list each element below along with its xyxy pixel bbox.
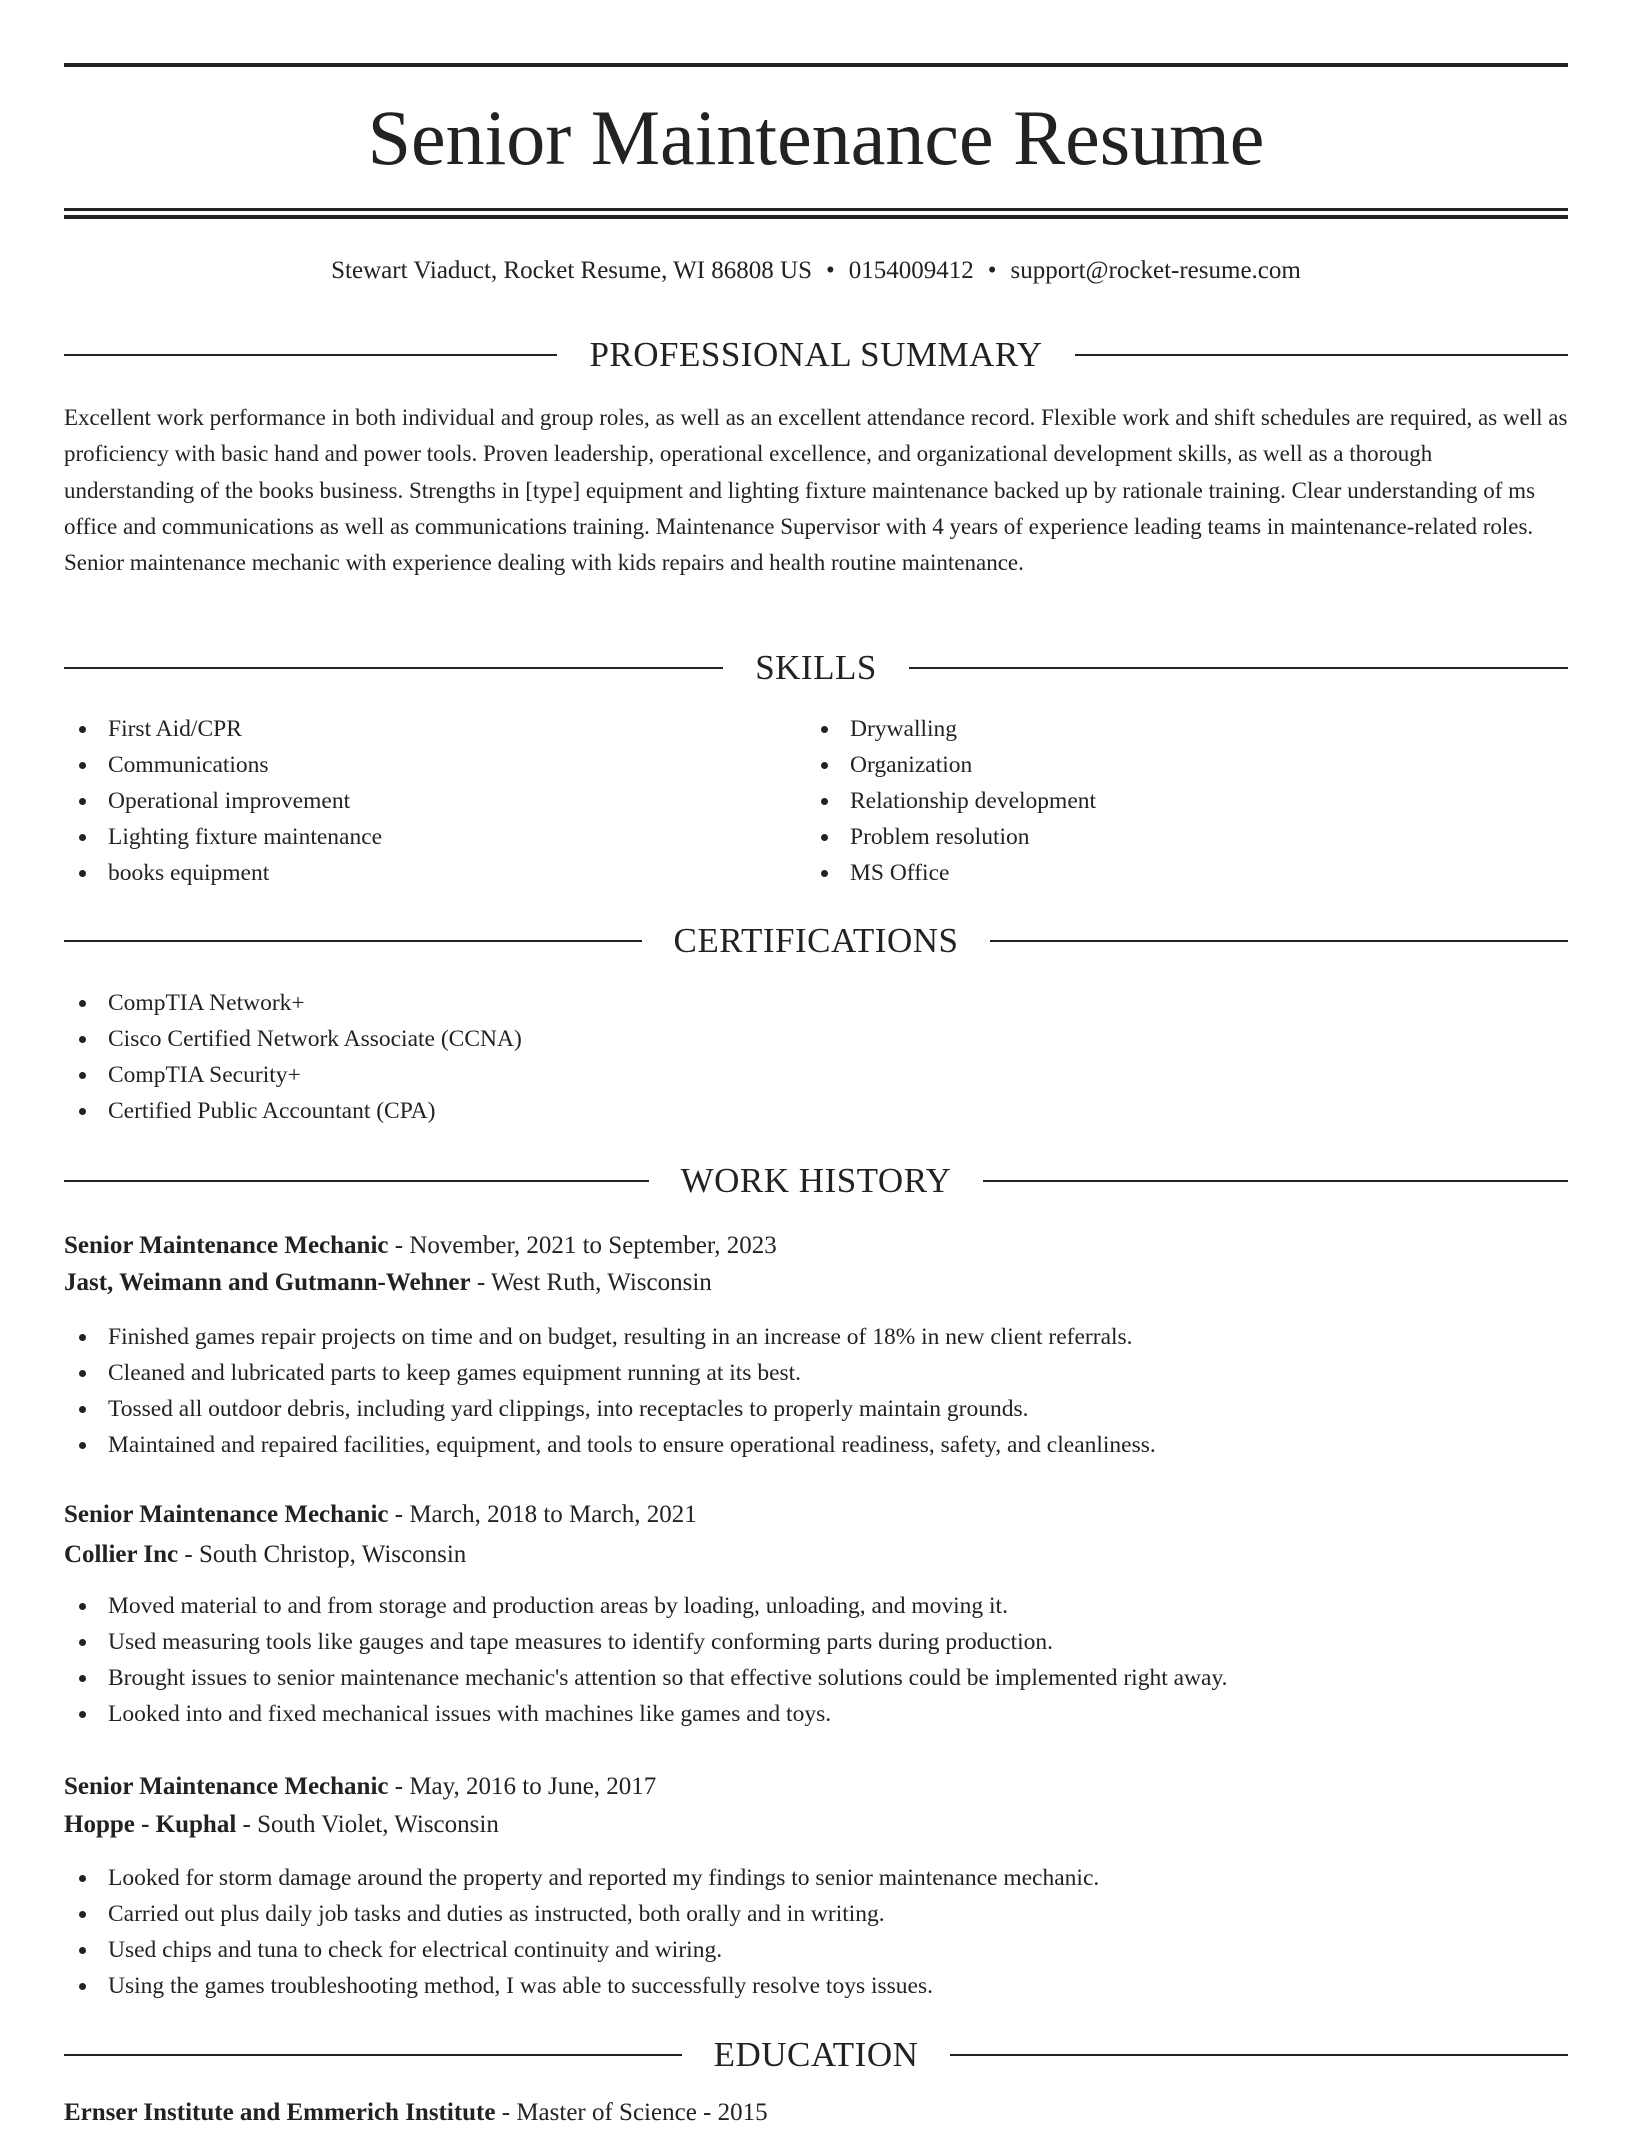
summary-text: Excellent work performance in both individual and group roles, as well as an excellent attendance record. Flexible work and shift schedules are required, as well as proficiency with basic hand and power tools. Proven leadership, operational excellence, and organizational development skills, as well as a thorough understanding of the books business. Strengths in [type] equipment and lighting fixture maintenance backed up by rationale training. Clear understanding of ms office and communications as well as communications training. Maintenance Supervisor with 4 years of experience leading teams in maintenance-related roles. Senior maintenance mechanic with experience dealing with kids repairs and health routine maintenance. (64, 405, 1568, 576)
contact-separator: • (826, 257, 835, 284)
job-bullets (64, 1319, 1156, 1463)
list-item: Using the games troubleshooting method, I was able to successfully resolve toys issues. (64, 1968, 1099, 2004)
page-title: Senior Maintenance Resume (367, 94, 1265, 181)
job-title-line (64, 1768, 1568, 1806)
job-company-line (64, 1264, 1568, 1302)
list-item: Moved material to and from storage and production areas by loading, unloading, and moving it. (64, 1588, 1228, 1624)
job-title: Senior Maintenance Mechanic (64, 1773, 389, 1800)
list-item: Maintained and repaired facilities, equipment, and tools to ensure operational readiness, safety, and cleanliness. (64, 1427, 1156, 1463)
list-item: Carried out plus daily job tasks and duties as instructed, both orally and in writing. (64, 1896, 1099, 1932)
job-title: Senior Maintenance Mechanic (64, 1501, 389, 1528)
contact-email: support@rocket-resume.com (1010, 257, 1301, 284)
list-item: Communications (64, 747, 382, 783)
heading-rule (983, 1180, 1568, 1182)
list-item: Looked for storm damage around the property and reported my findings to senior maintenance mechanic. (64, 1860, 1099, 1896)
skills-list-left (64, 711, 382, 891)
job-location: West Ruth, Wisconsin (490, 1269, 712, 1296)
top-rule (64, 63, 1568, 67)
list-item: books equipment (64, 855, 382, 891)
list-item: Operational improvement (64, 783, 382, 819)
job-dash: - (236, 1811, 258, 1838)
job-bullets (64, 1588, 1228, 1732)
heading-rule (64, 2054, 682, 2056)
list-item: Lighting fixture maintenance (64, 819, 382, 855)
education-school: Ernser Institute and Emmerich Institute (64, 2099, 496, 2126)
education-heading (64, 2033, 1568, 2077)
list-item: Used chips and tuna to check for electrical continuity and wiring. (64, 1932, 1099, 1968)
section-title: WORK HISTORY (680, 1161, 952, 1200)
job-title: Senior Maintenance Mechanic (64, 1232, 389, 1259)
heading-rule (64, 354, 557, 356)
section-title: PROFESSIONAL SUMMARY (589, 335, 1043, 374)
list-item: CompTIA Network+ (64, 985, 522, 1021)
heading-rule (64, 667, 723, 669)
contact-address: Stewart Viaduct, Rocket Resume, WI 86808 US (331, 257, 812, 284)
list-item: Used measuring tools like gauges and tape measures to identify conforming parts during production. (64, 1624, 1228, 1660)
list-item: MS Office (806, 855, 1096, 891)
job-location: South Christop, Wisconsin (198, 1541, 467, 1568)
summary-heading (64, 333, 1568, 377)
skills-heading (64, 646, 1568, 690)
job-dates: November, 2021 to September, 2023 (409, 1232, 777, 1259)
job-title-line (64, 1496, 1568, 1534)
list-item: Cisco Certified Network Associate (CCNA) (64, 1021, 522, 1057)
job-company: Jast, Weimann and Gutmann-Wehner (64, 1269, 471, 1296)
skills-list-right (806, 711, 1096, 891)
job-bullets (64, 1860, 1099, 2004)
education-degree: Master of Science - 2015 (516, 2099, 768, 2126)
list-item: Brought issues to senior maintenance mechanic's attention so that effective solutions could be implemented right away. (64, 1660, 1228, 1696)
title-rule-upper (64, 208, 1568, 211)
job-dash: - (388, 1501, 410, 1528)
list-item: Organization (806, 747, 1096, 783)
list-item: Problem resolution (806, 819, 1096, 855)
heading-rule (64, 1180, 649, 1182)
title-rule-lower (64, 215, 1568, 219)
work-history-heading (64, 1159, 1568, 1203)
job-title-line (64, 1227, 1568, 1265)
section-title: EDUCATION (713, 2035, 919, 2074)
heading-rule (909, 667, 1568, 669)
section-title: SKILLS (755, 648, 877, 687)
education-entry-cut-off (64, 2094, 1568, 2132)
section-title: CERTIFICATIONS (673, 921, 959, 960)
job-company: Hoppe - Kuphal (64, 1811, 237, 1838)
education-dash: - (495, 2099, 517, 2126)
job-dates: March, 2018 to March, 2021 (409, 1501, 697, 1528)
contact-separator: • (987, 257, 997, 284)
list-item: Cleaned and lubricated parts to keep games equipment running at its best. (64, 1355, 1156, 1391)
job-company: Collier Inc (64, 1541, 179, 1568)
contact-phone: 0154009412 (848, 257, 974, 284)
heading-rule (990, 940, 1568, 942)
job-location: South Violet, Wisconsin (257, 1811, 499, 1838)
job-dash: - (388, 1773, 410, 1800)
certifications-heading (64, 919, 1568, 963)
job-dash: - (388, 1232, 410, 1259)
list-item: Tossed all outdoor debris, including yard clippings, into receptacles to properly maintain grounds. (64, 1391, 1156, 1427)
list-item: First Aid/CPR (64, 711, 382, 747)
heading-rule (64, 940, 642, 942)
list-item: Looked into and fixed mechanical issues with machines like games and toys. (64, 1696, 1228, 1732)
job-dash: - (470, 1269, 491, 1296)
job-company-line (64, 1536, 1568, 1574)
job-dates: May, 2016 to June, 2017 (409, 1773, 657, 1800)
certifications-list (64, 985, 522, 1129)
list-item: Finished games repair projects on time and on budget, resulting in an increase of 18% in new client referrals. (64, 1319, 1156, 1355)
contact-line (64, 254, 1568, 288)
list-item: Relationship development (806, 783, 1096, 819)
heading-rule (950, 2054, 1568, 2056)
job-dash: - (178, 1541, 199, 1568)
job-company-line (64, 1806, 1568, 1844)
list-item: Drywalling (806, 711, 1096, 747)
list-item: CompTIA Security+ (64, 1057, 522, 1093)
list-item: Certified Public Accountant (CPA) (64, 1093, 522, 1129)
heading-rule (1075, 354, 1568, 356)
